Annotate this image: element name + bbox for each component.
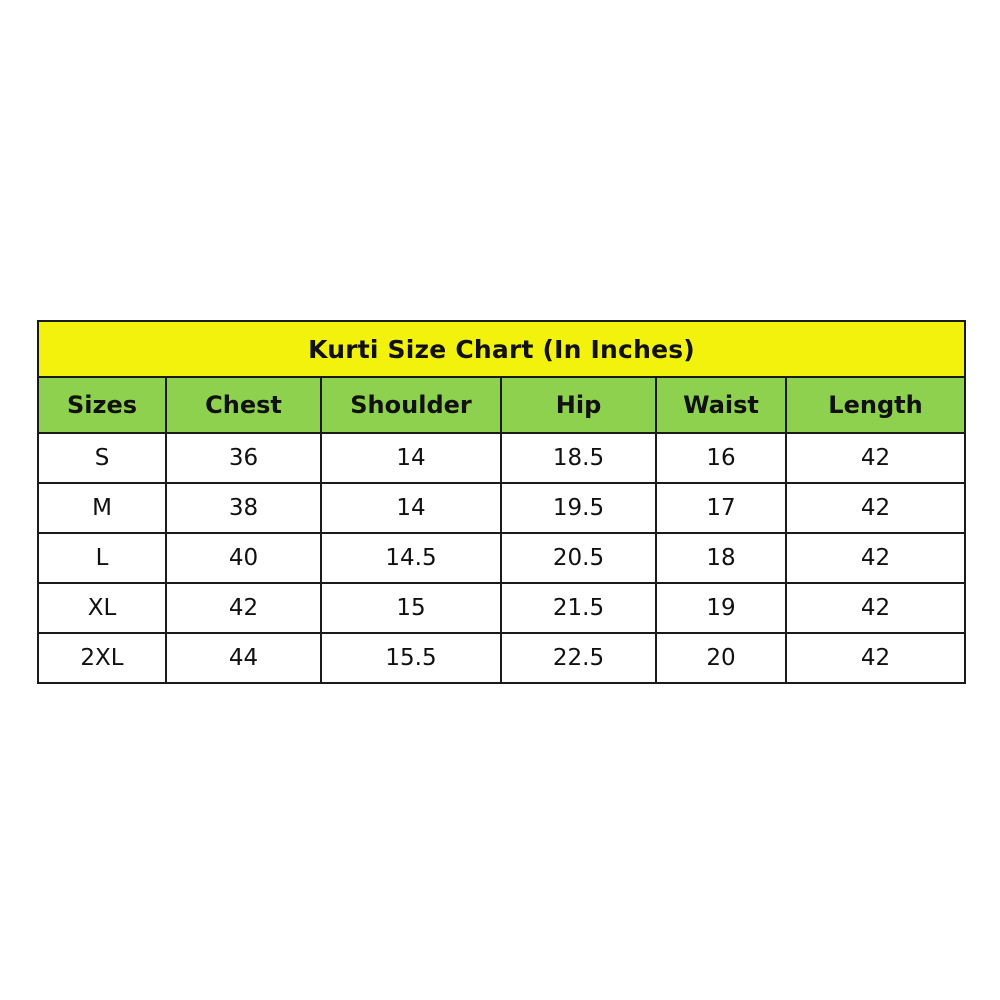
cell-size: M <box>38 483 166 533</box>
cell-shoulder: 15.5 <box>321 633 501 683</box>
cell-waist: 20 <box>656 633 786 683</box>
cell-hip: 18.5 <box>501 433 656 483</box>
cell-chest: 36 <box>166 433 321 483</box>
table-row <box>38 633 965 683</box>
cell-length: 42 <box>786 533 965 583</box>
cell-shoulder: 15 <box>321 583 501 633</box>
cell-waist: 16 <box>656 433 786 483</box>
cell-waist: 19 <box>656 583 786 633</box>
column-header-waist: Waist <box>656 377 786 433</box>
cell-shoulder: 14.5 <box>321 533 501 583</box>
table-row <box>38 533 965 583</box>
cell-length: 42 <box>786 433 965 483</box>
table-header-row <box>38 377 965 433</box>
cell-chest: 42 <box>166 583 321 633</box>
cell-chest: 38 <box>166 483 321 533</box>
cell-shoulder: 14 <box>321 433 501 483</box>
column-header-hip: Hip <box>501 377 656 433</box>
table-row <box>38 433 965 483</box>
column-header-sizes: Sizes <box>38 377 166 433</box>
cell-hip: 22.5 <box>501 633 656 683</box>
table-row <box>38 583 965 633</box>
column-header-chest: Chest <box>166 377 321 433</box>
chart-title: Kurti Size Chart (In Inches) <box>38 321 965 377</box>
kurti-size-chart-table <box>37 320 966 684</box>
cell-size: 2XL <box>38 633 166 683</box>
cell-hip: 20.5 <box>501 533 656 583</box>
cell-hip: 19.5 <box>501 483 656 533</box>
cell-chest: 40 <box>166 533 321 583</box>
cell-waist: 18 <box>656 533 786 583</box>
cell-hip: 21.5 <box>501 583 656 633</box>
chart-title-row <box>38 321 965 377</box>
cell-length: 42 <box>786 583 965 633</box>
cell-length: 42 <box>786 483 965 533</box>
cell-waist: 17 <box>656 483 786 533</box>
cell-length: 42 <box>786 633 965 683</box>
cell-shoulder: 14 <box>321 483 501 533</box>
size-chart-container <box>37 320 964 684</box>
cell-chest: 44 <box>166 633 321 683</box>
table-row <box>38 483 965 533</box>
column-header-shoulder: Shoulder <box>321 377 501 433</box>
cell-size: L <box>38 533 166 583</box>
cell-size: S <box>38 433 166 483</box>
column-header-length: Length <box>786 377 965 433</box>
cell-size: XL <box>38 583 166 633</box>
